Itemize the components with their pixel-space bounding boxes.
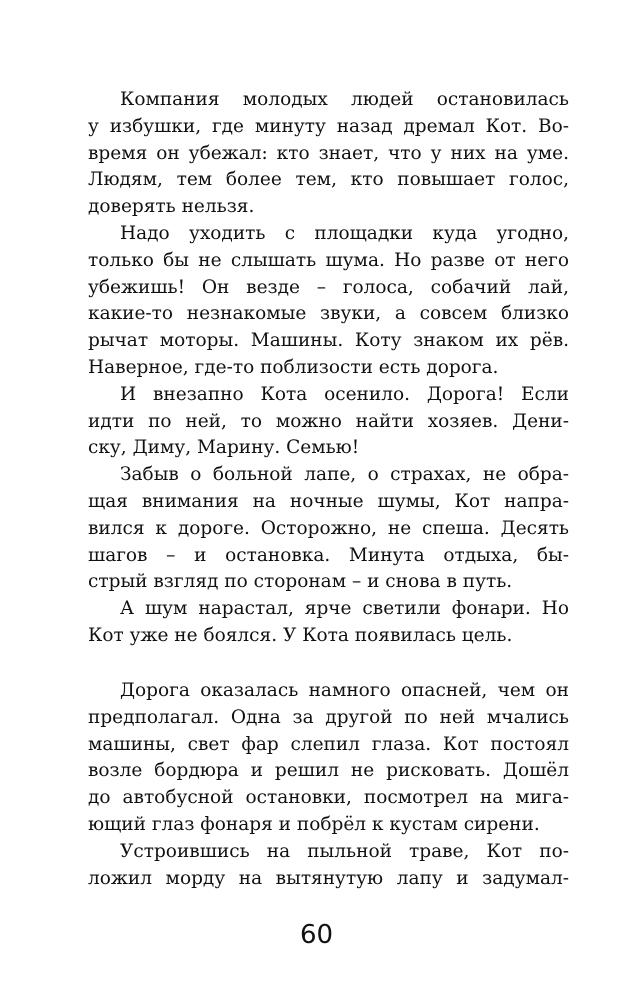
text-line: Устроившись на пыльной траве, Кот по- — [120, 840, 569, 862]
page-number: 60 — [299, 920, 334, 950]
text-line: Наверное, где-то поблизости есть дорога. — [88, 356, 499, 378]
text-section-1 — [88, 87, 569, 650]
text-line: И внезапно Кота осенило. Дорога! Если — [120, 383, 569, 405]
text-line: А шум нарастал, ярче светили фонари. Но — [120, 598, 569, 620]
text-line: у избушки, где минуту назад дремал Кот. Во- — [88, 115, 569, 137]
text-line: Дорога оказалась намного опасней, чем он — [120, 680, 569, 701]
text-line: убежишь! Он везде – голоса, собачий лай, — [88, 276, 569, 298]
text-line: шагов – и остановка. Минута отдыха, бы- — [88, 544, 569, 566]
text-line: ску, Диму, Марину. Семью! — [88, 437, 360, 459]
text-line: Кот уже не боялся. У Кота появилась цель. — [88, 624, 513, 646]
text-line: стрый взгляд по сторонам – и снова в путь. — [88, 571, 513, 593]
text-line: рычат моторы. Машины. Коту знаком их рёв. — [88, 330, 569, 352]
text-line: вился к дороге. Осторожно, не спеша. Десять — [88, 517, 569, 539]
text-line: машины, свет фар слепил глаза. Кот постоял — [88, 733, 569, 755]
text-line: до автобусной остановки, посмотрел на мига- — [88, 787, 569, 809]
text-section-2 — [88, 678, 569, 892]
text-line: предполагал. Одна за другой по ней мчались — [88, 706, 569, 728]
text-line: Компания молодых людей остановилась — [120, 89, 569, 110]
text-line: доверять нельзя. — [88, 196, 255, 218]
text-line: возле бордюра и решил не рисковать. Дошёл — [88, 760, 569, 782]
text-line: щая внимания на ночные шумы, Кот напра- — [88, 490, 569, 512]
text-line: ющий глаз фонаря и побрёл к кустам сирени. — [88, 813, 540, 835]
text-line: какие-то незнакомые звуки, а совсем близко — [88, 303, 569, 325]
text-line: Забыв о больной лапе, о страхах, не обра- — [120, 464, 569, 486]
text-line: Надо уходить с площадки куда угодно, — [120, 222, 569, 244]
text-line: только бы не слышать шума. Но разве от него — [88, 249, 569, 271]
text-line: идти по ней, то можно найти хозяев. Дени- — [88, 410, 569, 432]
text-line: время он убежал: кто знает, что у них на уме. — [88, 142, 569, 164]
text-line: ложил морду на вытянутую лапу и задумал- — [88, 867, 569, 889]
text-line: Людям, тем более тем, кто повышает голос, — [88, 169, 569, 191]
